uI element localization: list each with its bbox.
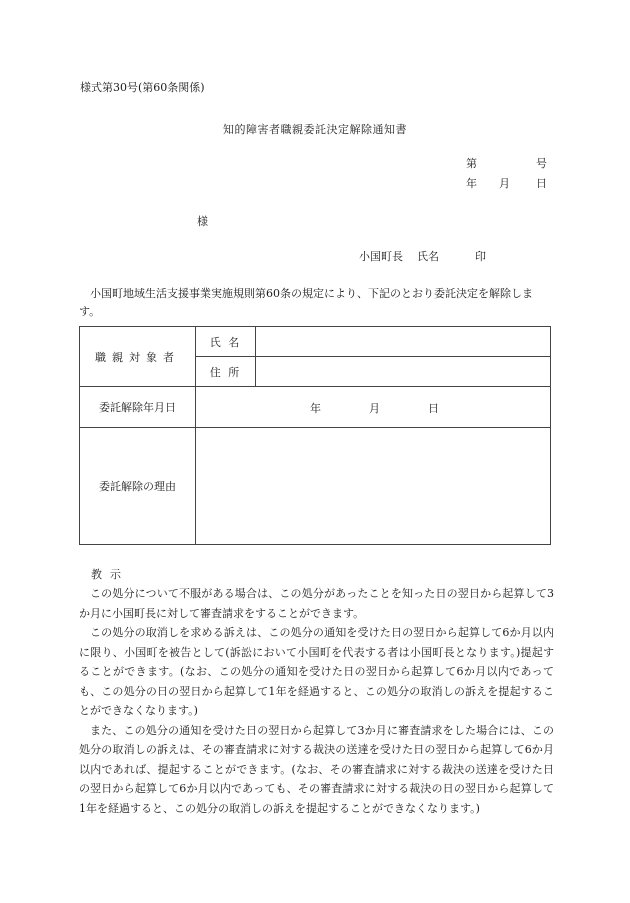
document-title: 知的障害者職親委託決定解除通知書 [223,123,407,136]
number-suffix: 号 [536,157,547,170]
reason-field[interactable] [196,428,551,545]
cancel-date-year: 年 [310,402,321,415]
issue-date-month: 月 [499,177,510,190]
sender-title: 小国町長 [359,250,403,263]
issue-date-day: 日 [536,177,547,190]
cancel-date-month: 月 [369,402,380,415]
cancel-date-label: 委託解除年月日 [80,387,196,428]
cancel-date-day: 日 [428,402,439,415]
instructions-paragraph: この処分について不服がある場合は、この処分があったことを知った日の翌日から起算して3か月に小国町長に対して審査請求をすることができます。 [79,587,554,620]
name-field[interactable] [256,327,551,357]
number-prefix: 第 [466,157,477,170]
cancel-date-field[interactable] [196,387,551,428]
issue-date-year: 年 [466,177,477,190]
address-label: 住 所 [196,357,256,387]
form-number: 様式第30号(第60条関係) [80,81,205,94]
seal-mark: 印 [475,250,486,263]
details-table [79,326,551,545]
reason-label: 委託解除の理由 [80,428,196,545]
sender-name-label: 氏名 [417,250,439,263]
instructions-heading: 教示 [91,568,129,581]
intro-text: 小国町地域生活支援事業実施規則第60条の規定により、下記のとおり委託決定を解除します。 [79,287,533,318]
instructions-paragraph: また、この処分の通知を受けた日の翌日から起算して3か月に審査請求をした場合には、この処分の取消しの訴えは、その審査請求に対する裁決の送達を受けた日の翌日から起算して6か月以内であれば、提起することができます。(なお、その審査請求に対する裁決の送達を受けた日の翌日から起算して6か月以内であっても、その審査請求に対する裁決の日の翌日から起算して1年を経過すると、この処分の取消しの訴えを提起することができなくなります。) [79,723,554,815]
instructions-section [79,566,554,818]
instructions-paragraph: この処分の取消しを求める訴えは、この処分の通知を受けた日の翌日から起算して6か月以内に限り、小国町を被告として(訴訟において小国町を代表する者は小国町長となります。)提起することができます。(なお、この処分の通知を受けた日の翌日から起算して6か月以内であっても、この処分の日の翌日から起算して1年を経過すると、この処分の取消しの訴えを提起することができなくなります。) [79,626,554,717]
name-label: 氏 名 [196,327,256,357]
addressee-suffix: 様 [197,215,208,228]
subject-label: 職親対象者 [80,327,196,387]
address-field[interactable] [256,357,551,387]
